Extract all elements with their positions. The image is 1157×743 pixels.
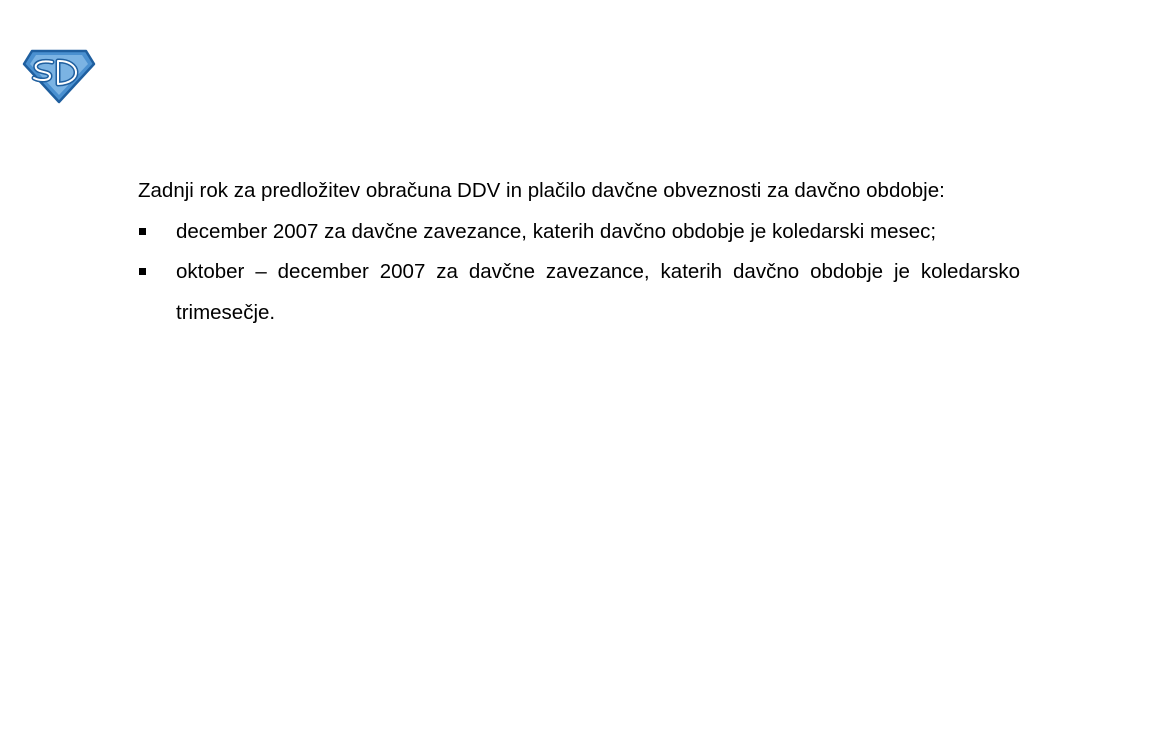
deadline-list [138, 212, 1020, 334]
list-item [138, 212, 1020, 253]
list-item-text: december 2007 za davčne zavezance, katerih davčno obdobje je koledarski mesec; [176, 219, 937, 243]
sd-logo-icon [22, 48, 96, 104]
square-bullet-icon [139, 268, 146, 275]
list-item-text: oktober – december 2007 za davčne zavezance, katerih davčno obdobje je koledarsko trimesečje. [176, 260, 1020, 324]
intro-paragraph: Zadnji rok za predložitev obračuna DDV in plačilo davčne obveznosti za davčno obdobje: [138, 179, 945, 202]
document-body [138, 171, 1020, 333]
list-item [138, 252, 1020, 333]
square-bullet-icon [139, 228, 146, 235]
